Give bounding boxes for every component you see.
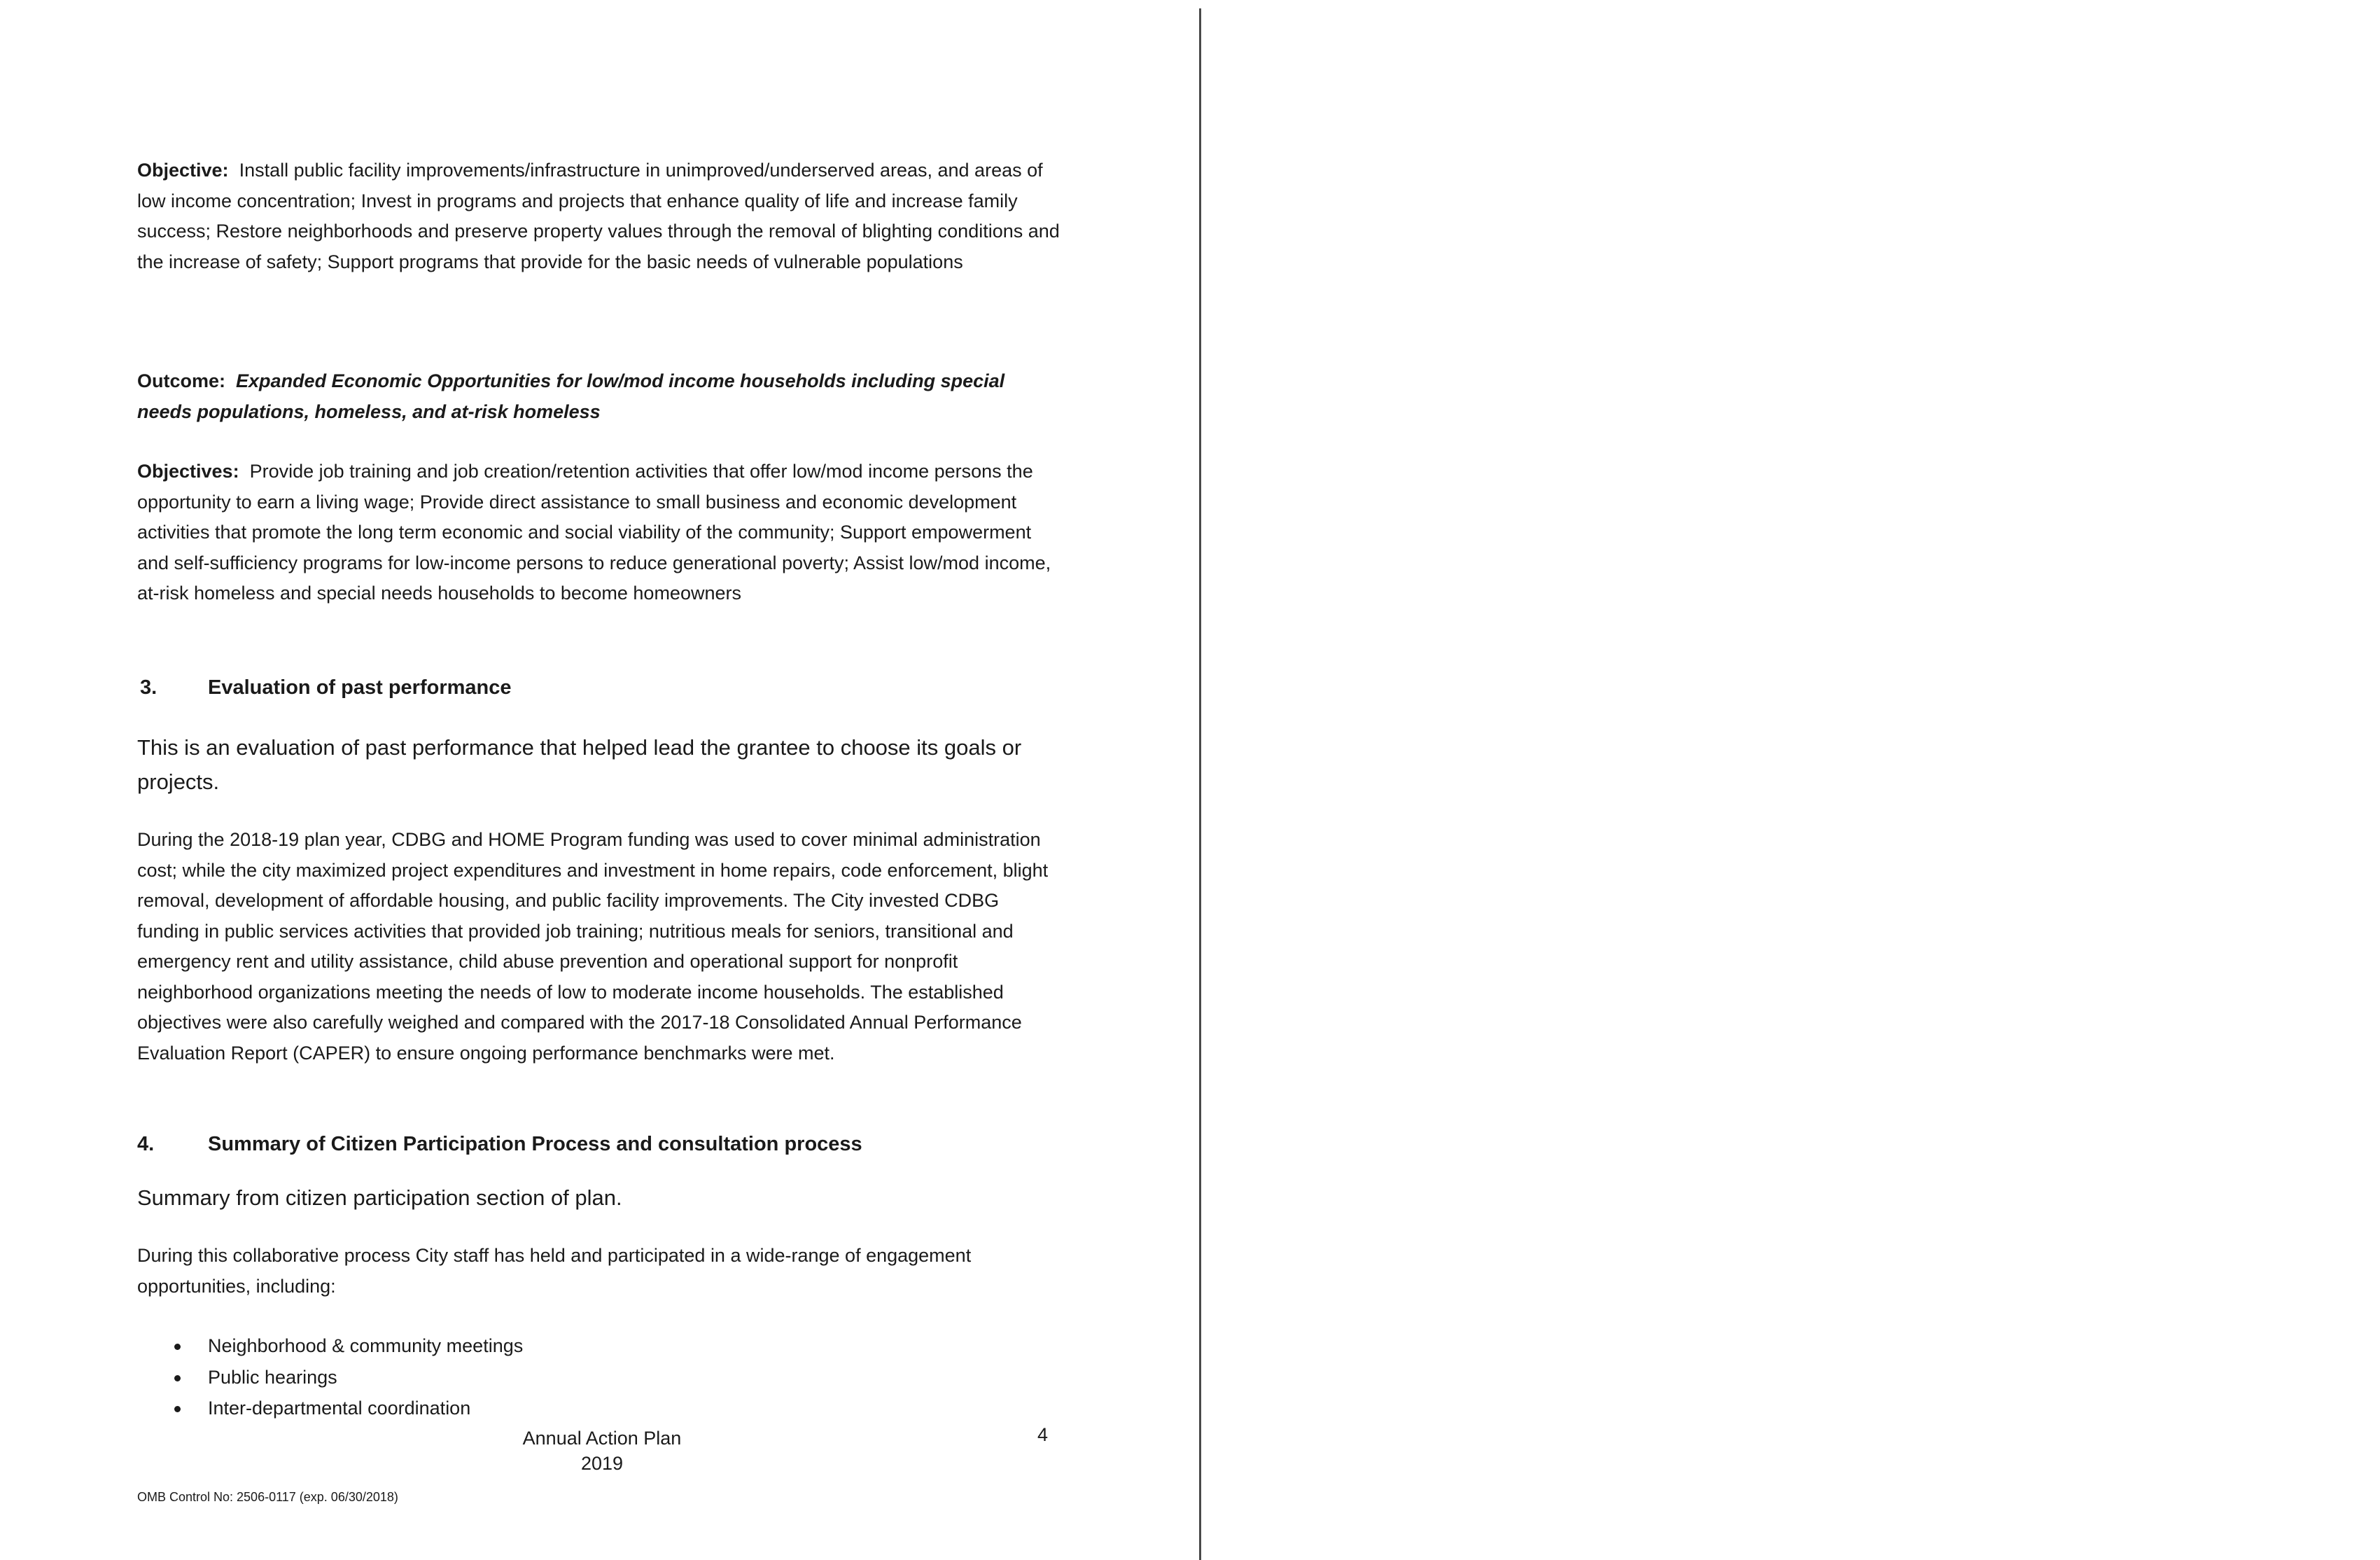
blank-right-page <box>1201 0 2380 1540</box>
section-3-number: 3. <box>140 676 158 699</box>
section-3-body: During the 2018-19 plan year, CDBG and HOME Program funding was used to cover minimal administration cost; while the city maximized project expenditures and investment in home repairs, code enforcement, blight removal, development of affordable housing, and public facility improvements. The City invested CDBG funding in public services activities that provided job training; nutritious meals for seniors, transitional and emergency rent and utility assistance, child abuse prevention and operational support for nonprofit neighborhood organizations meeting the needs of low to moderate income households. The established objectives were also carefully weighed and compared with the 2017-18 Consolidated Annual Performance Evaluation Report (CAPER) to ensure ongoing performance benchmarks were met. <box>137 829 1049 1064</box>
section-4-title: Summary of Citizen Participation Process and consultation process <box>208 1133 862 1155</box>
outcome-label: Outcome: <box>137 370 226 391</box>
section-3-lead: This is an evaluation of past performance that helped lead the grantee to choose its goals or projects. <box>137 735 1022 794</box>
objectives-paragraph <box>137 457 1061 609</box>
outcome-text: Expanded Economic Opportunities for low/mod income households including special needs populations, homeless, and at-risk homeless <box>137 370 1005 422</box>
list-item: Neighborhood & community meetings <box>165 1330 523 1362</box>
page-number: 4 <box>1037 1424 1049 1445</box>
footer-title-line2: 2019 <box>580 1453 624 1474</box>
section-4-body: During this collaborative process City staff has held and participated in a wide-range of engagement opportunities, including: <box>137 1245 972 1297</box>
engagement-list <box>165 1330 523 1424</box>
objectives-text: Provide job training and job creation/retention activities that offer low/mod income persons the opportunity to earn a living wage; Provide direct assistance to small business and economic development activities that promote the long term economic and social viability of the community; Support empowerment and self-sufficiency programs for low-income persons to reduce generational poverty; Assist low/mod income, at-risk homeless and special needs households to become homeowners <box>137 461 1051 604</box>
list-item: Public hearings <box>165 1362 523 1393</box>
section-3-heading <box>140 674 512 702</box>
section-3-title: Evaluation of past performance <box>208 676 512 699</box>
omb-control-number: OMB Control No: 2506-0117 (exp. 06/30/2018) <box>137 1490 398 1504</box>
objective-text: Install public facility improvements/infrastructure in unimproved/underserved areas, and areas of low income concentration; Invest in programs and projects that enhance quality of life and increase family success; Restore neighborhoods and preserve property values through the removal of blighting conditions and the increase of safety; Support programs that provide for the basic needs of vulnerable populations <box>137 160 1060 272</box>
outcome-paragraph <box>137 366 1061 427</box>
section-4-number: 4. <box>137 1133 155 1155</box>
objective-paragraph <box>137 155 1061 277</box>
objectives-label: Objectives: <box>137 461 239 482</box>
footer-title <box>448 1426 756 1476</box>
objective-label: Objective: <box>137 160 229 181</box>
list-item: Inter-departmental coordination <box>165 1393 523 1424</box>
document-page <box>0 0 1190 1540</box>
section-4-lead: Summary from citizen participation section of plan. <box>137 1185 622 1210</box>
section-4-heading <box>137 1130 862 1158</box>
footer-title-line1: Annual Action Plan <box>522 1428 682 1449</box>
